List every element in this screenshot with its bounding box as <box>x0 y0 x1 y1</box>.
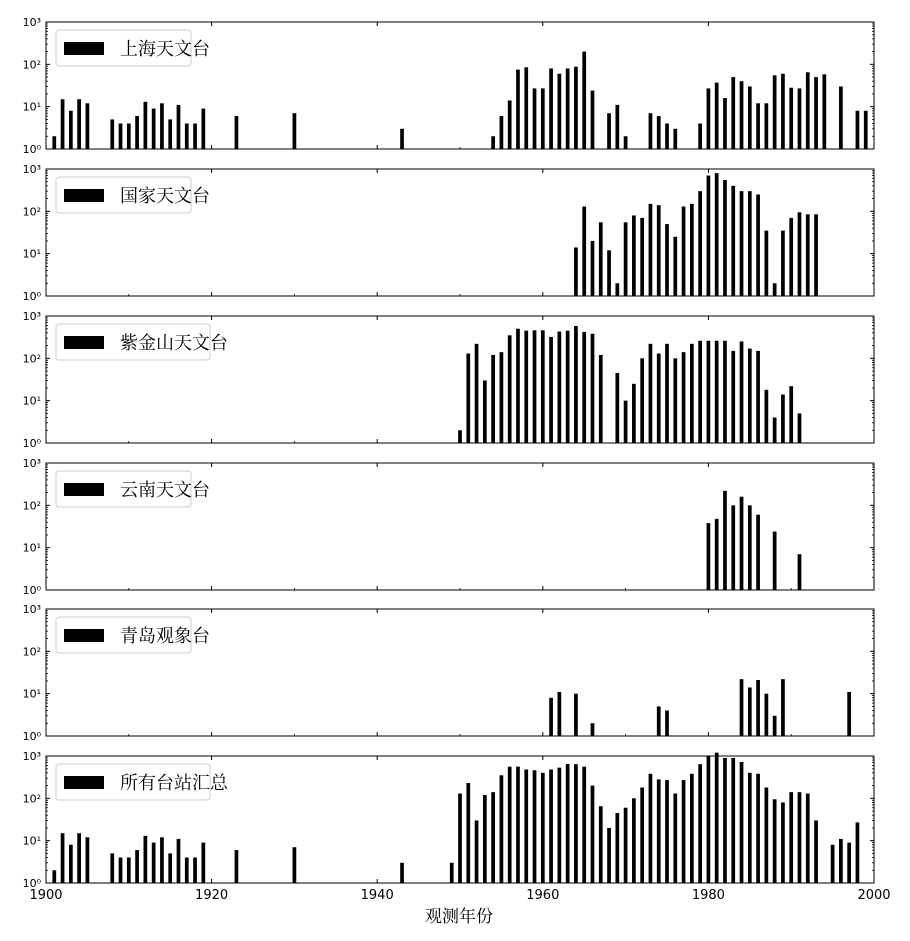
legend-label: 所有台站汇总 <box>120 773 228 794</box>
panel-3 <box>23 310 874 450</box>
bar <box>682 207 686 296</box>
bar <box>715 83 719 149</box>
bar <box>657 779 661 883</box>
bar <box>731 351 735 443</box>
bar <box>615 283 619 296</box>
bar <box>235 116 239 149</box>
bar <box>152 109 156 149</box>
bar <box>649 113 653 149</box>
bar <box>781 802 785 883</box>
bar <box>665 711 669 736</box>
bar <box>715 173 719 296</box>
bar <box>698 191 702 296</box>
bar <box>748 349 752 443</box>
bar <box>682 780 686 883</box>
bar <box>715 519 719 590</box>
legend <box>56 30 210 66</box>
bar <box>765 788 769 883</box>
bar <box>632 384 636 443</box>
bar <box>723 180 727 296</box>
bar <box>119 858 123 883</box>
bar <box>715 753 719 883</box>
bar <box>591 241 595 296</box>
bar <box>524 769 528 883</box>
bar <box>781 74 785 149</box>
bar <box>831 845 835 883</box>
y-tick-label: 10⁰ <box>22 877 41 890</box>
bar <box>615 373 619 443</box>
bar <box>591 91 595 149</box>
bar <box>177 105 181 149</box>
bar <box>119 124 123 149</box>
bar <box>773 418 777 443</box>
bar <box>748 86 752 149</box>
bar <box>632 215 636 296</box>
bar <box>574 247 578 296</box>
bar <box>591 786 595 883</box>
bar <box>160 103 164 149</box>
bar <box>789 88 793 149</box>
panel-5 <box>23 603 874 743</box>
bar <box>740 191 744 296</box>
bar <box>524 331 528 443</box>
bar <box>566 68 570 149</box>
y-tick-label: 10¹ <box>22 687 41 701</box>
bar <box>707 523 711 590</box>
bar <box>798 88 802 149</box>
bar <box>756 351 760 443</box>
bar <box>86 103 90 149</box>
bar <box>582 207 586 296</box>
bar <box>483 380 487 443</box>
bar <box>508 100 512 149</box>
bar <box>707 176 711 296</box>
bar <box>52 870 56 883</box>
y-tick-label: 10² <box>22 499 41 513</box>
x-tick-label: 1920 <box>195 888 229 903</box>
bar <box>665 780 669 883</box>
bar <box>698 124 702 149</box>
bar <box>748 773 752 883</box>
bar <box>673 794 677 883</box>
y-tick-label: 10³ <box>22 16 41 29</box>
legend-label: 青岛观象台 <box>120 626 210 647</box>
bar <box>541 330 545 443</box>
bar <box>135 116 139 149</box>
bar <box>582 767 586 883</box>
bar <box>773 283 777 296</box>
bar <box>524 67 528 149</box>
bar <box>798 792 802 883</box>
bar <box>582 332 586 443</box>
y-tick-label: 10³ <box>22 750 41 763</box>
bar <box>177 839 181 883</box>
bar <box>574 694 578 736</box>
legend-label: 上海天文台 <box>120 39 210 60</box>
bar <box>144 836 148 883</box>
bar <box>127 124 131 149</box>
bar <box>475 344 479 443</box>
bar <box>814 214 818 296</box>
bar <box>756 774 760 883</box>
bar <box>533 330 537 443</box>
y-tick-label: 10³ <box>22 310 41 323</box>
bar <box>649 344 653 443</box>
bar <box>591 334 595 443</box>
bar <box>152 843 156 883</box>
bar <box>607 250 611 296</box>
legend-label: 云南天文台 <box>120 480 210 501</box>
bar <box>806 72 810 149</box>
bar <box>698 341 702 443</box>
bar <box>665 124 669 149</box>
bar <box>798 413 802 443</box>
y-tick-label: 10² <box>22 58 41 72</box>
bar <box>549 698 553 736</box>
legend-swatch <box>64 629 104 642</box>
bar <box>549 769 553 883</box>
y-tick-label: 10⁰ <box>22 143 41 156</box>
bar <box>500 352 504 443</box>
panel-6 <box>23 750 874 890</box>
bar <box>599 806 603 883</box>
bar <box>458 794 462 883</box>
bar <box>615 813 619 883</box>
legend <box>56 177 210 213</box>
bar <box>731 758 735 883</box>
bar <box>450 863 454 883</box>
y-tick-label: 10⁰ <box>22 584 41 597</box>
bar <box>491 136 495 149</box>
y-tick-label: 10¹ <box>22 541 41 555</box>
bar <box>566 331 570 443</box>
bar <box>508 767 512 883</box>
y-tick-label: 10⁰ <box>22 730 41 743</box>
bar <box>168 119 172 149</box>
bar <box>541 88 545 149</box>
bar <box>773 716 777 736</box>
bar <box>781 679 785 736</box>
bar <box>822 74 826 149</box>
bar <box>77 833 81 883</box>
bar <box>110 853 114 883</box>
bar <box>201 843 205 883</box>
legend-swatch <box>64 189 104 202</box>
bar <box>723 98 727 149</box>
bar <box>839 86 843 149</box>
bar <box>673 237 677 296</box>
bar <box>781 231 785 296</box>
bar <box>665 224 669 296</box>
panel-2 <box>23 163 874 303</box>
bar <box>624 808 628 883</box>
bar <box>740 762 744 883</box>
bar <box>789 218 793 296</box>
bar <box>582 52 586 149</box>
bar <box>574 67 578 149</box>
x-tick-label: 1900 <box>29 888 63 903</box>
bar <box>740 497 744 590</box>
x-tick-label: 1960 <box>526 888 560 903</box>
bar <box>69 111 73 149</box>
bar <box>723 758 727 883</box>
legend <box>56 324 228 360</box>
bar <box>690 774 694 883</box>
bar <box>400 129 404 149</box>
bar <box>765 694 769 736</box>
bar <box>235 850 239 883</box>
bar <box>86 837 90 883</box>
bar <box>690 344 694 443</box>
bar <box>160 837 164 883</box>
legend-swatch <box>64 483 104 496</box>
bar <box>293 113 297 149</box>
bar <box>723 341 727 443</box>
bar <box>566 764 570 883</box>
bar <box>847 692 851 736</box>
bar <box>599 222 603 296</box>
bar <box>516 767 520 883</box>
bar <box>574 326 578 443</box>
bar <box>781 394 785 443</box>
bar <box>475 820 479 883</box>
bar <box>649 774 653 883</box>
bar <box>773 532 777 590</box>
bar <box>466 783 470 883</box>
x-tick-label: 1980 <box>691 888 725 903</box>
bar <box>731 505 735 590</box>
bar <box>293 847 297 883</box>
x-tick-label: 2000 <box>857 888 891 903</box>
bar <box>740 81 744 149</box>
bar <box>814 77 818 149</box>
bar <box>640 358 644 443</box>
bar <box>483 795 487 883</box>
bar <box>607 113 611 149</box>
bar <box>185 858 189 883</box>
bar <box>707 88 711 149</box>
bar <box>516 329 520 443</box>
panel-1 <box>23 16 874 156</box>
bar <box>731 77 735 149</box>
bar <box>798 554 802 590</box>
y-tick-label: 10¹ <box>22 247 41 261</box>
bar <box>127 858 131 883</box>
bar <box>135 850 139 883</box>
bar <box>615 105 619 149</box>
bar <box>491 355 495 443</box>
y-tick-label: 10³ <box>22 163 41 176</box>
bar <box>640 218 644 296</box>
bar <box>144 102 148 149</box>
bar <box>607 828 611 883</box>
bar <box>533 770 537 883</box>
y-tick-label: 10² <box>22 645 41 659</box>
bar <box>756 103 760 149</box>
bar <box>731 186 735 296</box>
bar <box>856 822 860 883</box>
bar <box>201 109 205 149</box>
bar <box>789 792 793 883</box>
bar <box>756 194 760 296</box>
bar <box>533 88 537 149</box>
bar <box>798 212 802 296</box>
bar <box>168 853 172 883</box>
bar <box>491 792 495 883</box>
legend-swatch <box>64 42 104 55</box>
bar <box>574 764 578 883</box>
bar <box>558 74 562 149</box>
bar <box>657 205 661 296</box>
bar <box>740 679 744 736</box>
bar <box>839 839 843 883</box>
bar <box>682 352 686 443</box>
bar <box>673 129 677 149</box>
legend-label: 国家天文台 <box>120 186 210 207</box>
bar <box>789 386 793 443</box>
legend <box>56 617 210 653</box>
legend-swatch <box>64 776 104 789</box>
legend <box>56 471 210 507</box>
y-tick-label: 10² <box>22 205 41 219</box>
y-tick-label: 10² <box>22 352 41 366</box>
bar <box>61 99 65 149</box>
bar <box>765 231 769 296</box>
panel-4 <box>23 457 874 597</box>
bar <box>185 124 189 149</box>
bar <box>765 390 769 443</box>
y-tick-label: 10³ <box>22 603 41 616</box>
bar <box>69 845 73 883</box>
bar <box>558 332 562 443</box>
y-tick-label: 10¹ <box>22 834 41 848</box>
bar <box>748 687 752 736</box>
bar <box>400 863 404 883</box>
bar <box>856 111 860 149</box>
bar <box>707 341 711 443</box>
bar <box>773 75 777 149</box>
x-tick-label: 1940 <box>360 888 394 903</box>
bar <box>806 794 810 883</box>
bar <box>756 515 760 590</box>
bar <box>640 788 644 883</box>
bar <box>52 136 56 149</box>
bar <box>698 764 702 883</box>
bar <box>748 505 752 590</box>
bar <box>740 341 744 443</box>
legend-label: 紫金山天文台 <box>120 333 228 354</box>
bar <box>847 843 851 883</box>
bar <box>193 858 197 883</box>
bar <box>673 358 677 443</box>
bar <box>723 491 727 590</box>
bar <box>77 99 81 149</box>
legend <box>56 764 229 800</box>
y-tick-label: 10¹ <box>22 394 41 408</box>
bar <box>690 204 694 296</box>
chart-panels <box>23 16 874 890</box>
legend-swatch <box>64 336 104 349</box>
bar <box>632 798 636 883</box>
bar <box>806 214 810 296</box>
bar <box>549 68 553 149</box>
y-tick-label: 10² <box>22 792 41 806</box>
bar <box>549 337 553 443</box>
bar <box>193 124 197 149</box>
bar <box>748 191 752 296</box>
bar <box>500 116 504 149</box>
bar <box>864 111 868 149</box>
bar <box>508 335 512 443</box>
bar <box>707 756 711 883</box>
bar <box>591 723 595 736</box>
bar <box>657 116 661 149</box>
y-tick-label: 10¹ <box>22 100 41 114</box>
x-axis-title: 观测年份 <box>425 907 493 927</box>
bar <box>558 768 562 883</box>
bar <box>500 775 504 883</box>
bar <box>466 354 470 443</box>
bar <box>624 401 628 443</box>
bar <box>657 354 661 443</box>
y-tick-label: 10⁰ <box>22 437 41 450</box>
y-tick-label: 10⁰ <box>22 290 41 303</box>
bar <box>541 773 545 883</box>
bar <box>599 355 603 443</box>
x-axis <box>29 888 890 903</box>
bar <box>765 103 769 149</box>
bar <box>516 70 520 149</box>
bar <box>773 799 777 883</box>
y-tick-label: 10³ <box>22 457 41 470</box>
bar <box>665 344 669 443</box>
bar <box>814 820 818 883</box>
bar <box>756 680 760 736</box>
bar <box>558 692 562 736</box>
bar <box>715 341 719 443</box>
bar <box>649 204 653 296</box>
bar <box>110 119 114 149</box>
bar <box>624 222 628 296</box>
bar <box>61 833 65 883</box>
bar <box>657 706 661 736</box>
